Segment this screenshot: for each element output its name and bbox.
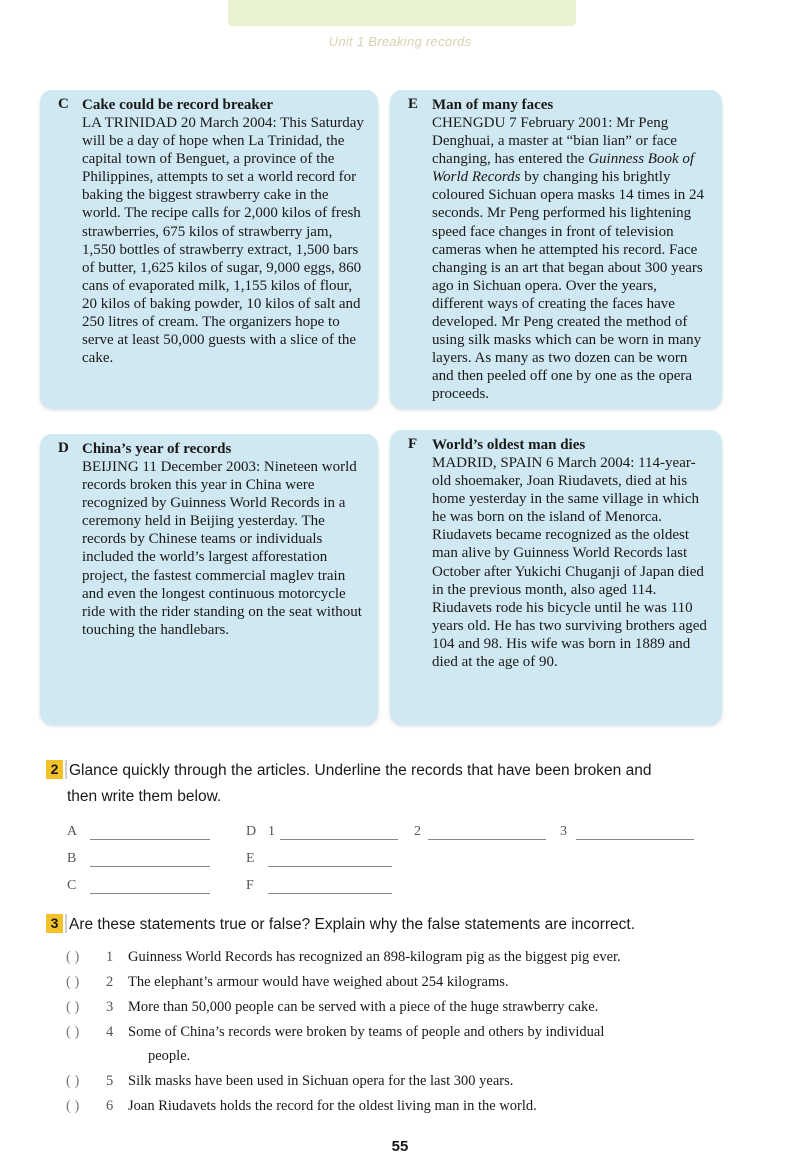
answer-label: B <box>67 851 77 866</box>
answer-label: F <box>246 878 254 893</box>
statement-text: More than 50,000 people can be served with a piece of the huge strawberry cake. <box>128 999 599 1015</box>
article-letter: F <box>408 436 418 452</box>
statement-text: Some of China’s records were broken by teams of people and others by individual <box>128 1024 605 1040</box>
answer-row <box>0 851 800 871</box>
task-number-badge: 2 <box>46 760 65 779</box>
answer-label: 1 <box>268 824 275 839</box>
answer-bracket[interactable]: ( ) <box>66 1024 80 1040</box>
task-number-badge: 3 <box>46 914 65 933</box>
answer-bracket[interactable]: ( ) <box>66 974 80 990</box>
article-card-c <box>40 90 378 408</box>
answer-label: 3 <box>560 824 567 839</box>
statement-number: 3 <box>106 999 114 1015</box>
answer-label: D <box>246 824 257 839</box>
article-body: BEIJING 11 December 2003: Nineteen world records broken this year in China were recognized by Guinness World Records in a ceremony held in Beijing yesterday. The records by Chinese teams or individuals included the world’s largest afforestation project, the fastest commercial maglev train and even the longest continuous motorcycle ride with the rider standing on the seat without touching the handlebars. <box>82 459 362 638</box>
answer-bracket[interactable]: ( ) <box>66 999 80 1015</box>
statement-text: Guinness World Records has recognized an 898-kilogram pig as the biggest pig ever. <box>128 949 621 965</box>
statement-item <box>66 945 766 969</box>
statement-item <box>66 1069 766 1093</box>
statement-text: Silk masks have been used in Sichuan opera for the last 300 years. <box>128 1073 514 1089</box>
answer-blank-d1[interactable] <box>280 839 398 840</box>
statement-number: 2 <box>106 974 114 990</box>
task-instruction-line: then write them below. <box>67 788 222 805</box>
article-card-d <box>40 434 378 724</box>
article-body-part: by changing his brightly coloured Sichuan opera masks 14 times in 24 seconds. Mr Peng performed his lightening speed face changes in front of television cameras when he attempted his record. Face changing is an art that began about 300 years ago in Sichuan opera. Over the years, different ways of creating the faces have developed. Mr Peng created the method of using silk masks which can be worn in many layers. As many as two dozen can be worn and then peeled off one by one as the opera proceeds. <box>432 169 705 403</box>
task-2-instruction <box>46 758 746 810</box>
page-number: 55 <box>391 1138 409 1155</box>
answer-row <box>0 824 800 844</box>
article-title: Man of many faces <box>432 97 554 113</box>
answer-blank-b[interactable] <box>90 866 210 867</box>
article-body: LA TRINIDAD 20 March 2004: This Saturday will be a day of hope when La Trinidad, the capital town of Benguet, a province of the Philippines, attempts to set a world record for baking the biggest strawberry cake in the world. The recipe calls for 2,000 kilos of fresh strawberries, 675 kilos of strawberry jam, 1,550 bottles of strawberry extract, 1,500 bars of butter, 1,625 kilos of sugar, 9,000 eggs, 860 cans of evaporated milk, 1,155 kilos of flour, 20 kilos of baking powder, 10 kilos of salt and 250 litres of cream. The organizers hope to serve at least 50,000 guests with a slice of the cake. <box>82 115 364 367</box>
answer-label: E <box>246 851 255 866</box>
answer-label: C <box>67 878 77 893</box>
answer-blank-e[interactable] <box>268 866 392 867</box>
answer-bracket[interactable]: ( ) <box>66 949 80 965</box>
answer-blank-d3[interactable] <box>576 839 694 840</box>
statement-number: 6 <box>106 1098 114 1114</box>
statement-item <box>66 1094 766 1118</box>
task-instruction-line: Glance quickly through the articles. Underline the records that have been broken and <box>69 762 652 779</box>
article-body-part: CHENGDU 7 February 2001: Mr Peng Denghuai, a master at “bian lian” or face changing, has entered the <box>432 115 677 168</box>
article-card-f <box>390 430 722 724</box>
book-title: Guinness Book of World Records <box>432 151 695 186</box>
answer-blank-f[interactable] <box>268 893 392 894</box>
answer-blank-d2[interactable] <box>428 839 546 840</box>
statement-item <box>66 995 766 1019</box>
top-banner <box>228 0 576 26</box>
statement-item <box>66 1020 766 1068</box>
answer-label: A <box>67 824 78 839</box>
article-title: Cake could be record breaker <box>82 97 274 113</box>
task-instruction-line: Are these statements true or false? Explain why the false statements are incorrect. <box>69 916 636 933</box>
article-letter: D <box>58 440 69 456</box>
article-title: World’s oldest man dies <box>432 437 586 453</box>
article-body: MADRID, SPAIN 6 March 2004: 114-year-old shoemaker, Joan Riudavets, died at his home yesterday in the same village in which he was born on the island of Menorca. Riudavets became recognized as the oldest man alive by Guinness World Records last October after Yukichi Chuganji of Japan died in the previous month, also aged 114. Riudavets rode his bicycle until he was 110 years old. He has two surviving brothers aged 104 and 98. His wife was born in 1889 and died at the age of 90. <box>432 455 707 671</box>
statement-number: 1 <box>106 949 114 965</box>
answer-blank-c[interactable] <box>90 893 210 894</box>
statement-number: 4 <box>106 1024 114 1040</box>
answer-row <box>0 878 800 898</box>
task-3-instruction <box>46 912 766 938</box>
statement-item <box>66 970 766 994</box>
unit-title: Unit 1 Breaking records <box>328 34 472 49</box>
statement-number: 5 <box>106 1073 114 1089</box>
statement-text-continued: people. <box>148 1048 191 1064</box>
answer-bracket[interactable]: ( ) <box>66 1073 80 1089</box>
statement-text: The elephant’s armour would have weighed about 254 kilograms. <box>128 974 509 990</box>
article-letter: E <box>408 96 419 112</box>
article-title: China’s year of records <box>82 441 232 457</box>
article-letter: C <box>58 96 69 112</box>
answer-bracket[interactable]: ( ) <box>66 1098 80 1114</box>
article-body <box>432 114 710 404</box>
answer-blank-a[interactable] <box>90 839 210 840</box>
statement-text: Joan Riudavets holds the record for the oldest living man in the world. <box>128 1098 537 1114</box>
answer-label: 2 <box>414 824 421 839</box>
article-card-e <box>390 90 722 408</box>
